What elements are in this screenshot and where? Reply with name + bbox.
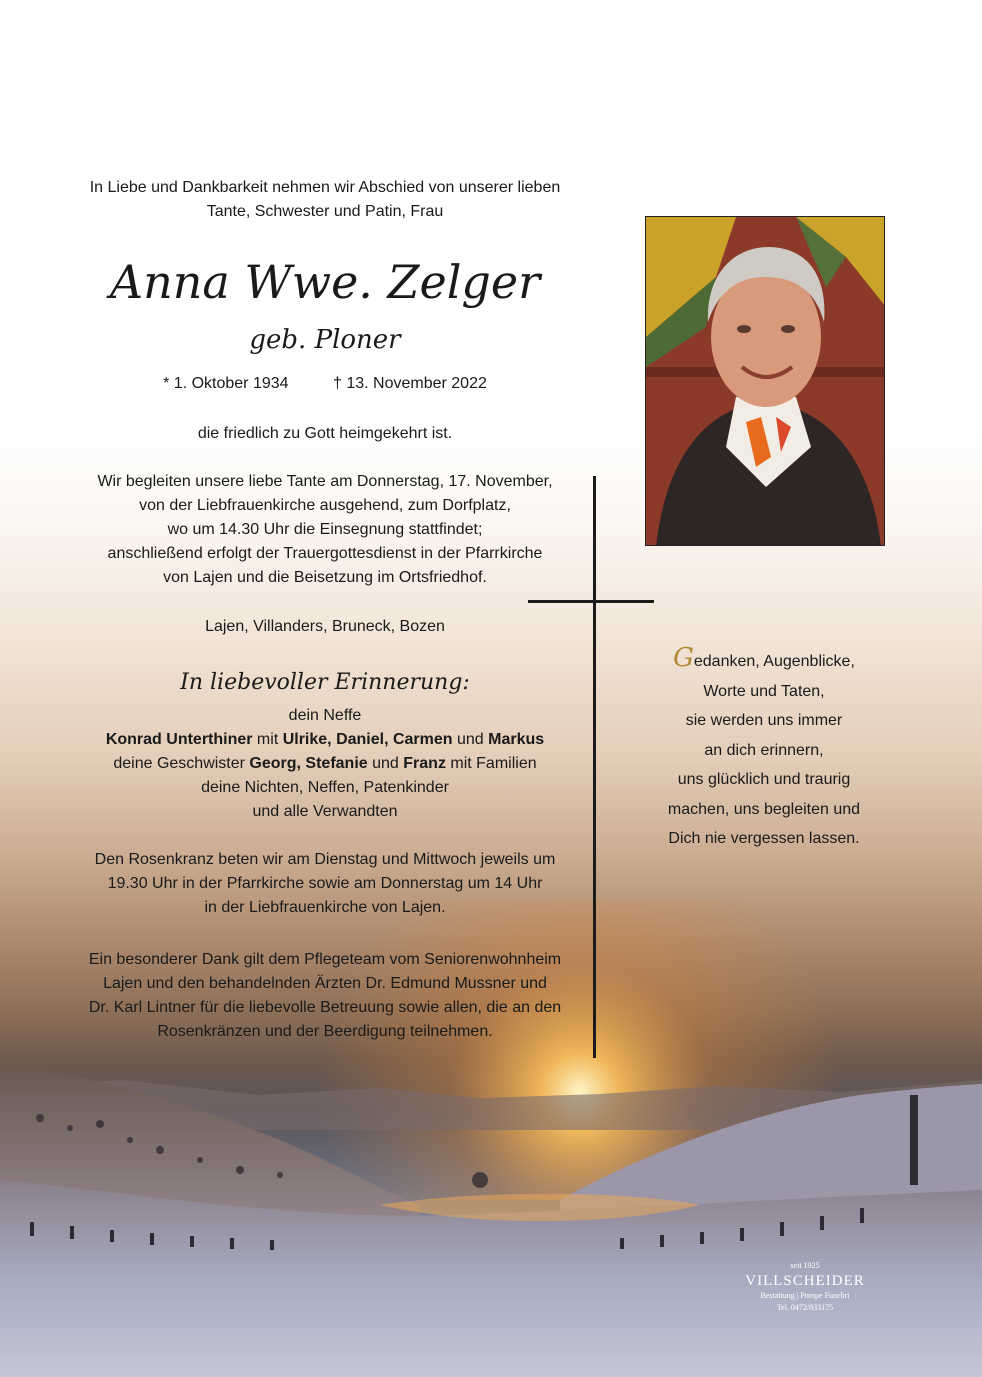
mourner-line: dein Neffe bbox=[288, 707, 362, 724]
life-dates bbox=[60, 372, 590, 396]
mourner-name: Franz bbox=[403, 755, 446, 772]
rosary-info bbox=[60, 848, 590, 920]
places bbox=[60, 615, 590, 639]
logo-since: seit 1925 bbox=[790, 1261, 820, 1270]
mourner-name: Georg, Stefanie bbox=[249, 755, 368, 772]
funeral-line: von der Liebfrauenkirche ausgehend, zum Dorfplatz, bbox=[139, 497, 511, 514]
funeral-line: Wir begleiten unsere liebe Tante am Donnerstag, 17. November, bbox=[97, 473, 553, 490]
poem-line: an dich erinnern, bbox=[704, 741, 824, 759]
mourner-name: Ulrike, Daniel, Carmen bbox=[282, 731, 453, 748]
memory-title: In liebevoller Erinnerung: bbox=[180, 670, 470, 695]
peaceful-text bbox=[60, 422, 590, 446]
rosary-line: 19.30 Uhr in der Pfarrkirche sowie am Donnerstag um 14 Uhr bbox=[107, 875, 543, 892]
thanks-line: Lajen und den behandelnden Ärzten Dr. Edmund Mussner und bbox=[103, 975, 547, 992]
funeral-line: anschließend erfolgt der Trauergottesdienst in der Pfarrkirche bbox=[107, 545, 543, 562]
poem-line: Dich nie vergessen lassen. bbox=[668, 830, 860, 847]
thanks-line: Ein besonderer Dank gilt dem Pflegeteam vom Seniorenwohnheim bbox=[88, 951, 562, 968]
mourner-name: Konrad Unterthiner bbox=[105, 731, 253, 748]
mourner-connector: mit bbox=[252, 731, 283, 748]
poem-dropcap: G bbox=[673, 643, 694, 673]
poem-line: uns glücklich und traurig bbox=[677, 771, 851, 788]
thanks-line: Dr. Karl Lintner für die liebevolle Betreuung sowie allen, die an den bbox=[88, 999, 562, 1016]
poem-first-rest: edanken, Augenblicke, bbox=[693, 653, 855, 670]
rosary-line: in der Liebfrauenkirche von Lajen. bbox=[204, 899, 446, 916]
portrait-photo bbox=[645, 216, 885, 546]
funeral-details bbox=[60, 470, 590, 590]
funeral-line: wo um 14.30 Uhr die Einsegnung stattfindet; bbox=[167, 521, 483, 538]
peaceful-line: die friedlich zu Gott heimgekehrt ist. bbox=[197, 425, 453, 442]
mourner-connector: und bbox=[367, 755, 404, 772]
mourner-name: Markus bbox=[488, 731, 545, 748]
poem-line: Worte und Taten, bbox=[703, 682, 825, 700]
intro-line: In Liebe und Dankbarkeit nehmen wir Abschied von unserer lieben bbox=[89, 179, 561, 196]
birth-date: * 1. Oktober 1934 bbox=[163, 375, 289, 392]
thanks-line: Rosenkränzen und der Beerdigung teilnehmen. bbox=[157, 1023, 493, 1040]
mourner-connector: deine Geschwister bbox=[113, 755, 250, 772]
logo-subtitle: Bestattung | Pompe Funebri bbox=[760, 1291, 850, 1300]
mourner-connector: und bbox=[452, 731, 489, 748]
poem-line bbox=[648, 644, 880, 677]
funeral-line: von Lajen und die Beisetzung im Ortsfriedhof. bbox=[163, 569, 487, 586]
mourners-list bbox=[60, 704, 590, 824]
funeral-home-logo bbox=[720, 1260, 890, 1314]
mourner-connector: mit Familien bbox=[445, 755, 537, 772]
mourner-line bbox=[60, 728, 590, 752]
cross-vertical bbox=[593, 476, 596, 1058]
maiden-name: geb. Ploner bbox=[249, 325, 401, 355]
mourner-line: deine Nichten, Neffen, Patenkinder bbox=[201, 779, 449, 796]
intro-text bbox=[60, 176, 590, 224]
poem bbox=[648, 644, 880, 854]
poem-line: sie werden uns immer bbox=[685, 712, 843, 729]
logo-phone: Tel. 0472/833175 bbox=[776, 1303, 834, 1312]
deceased-name: Anna Wwe. Zelger bbox=[109, 255, 541, 309]
death-date: † 13. November 2022 bbox=[333, 375, 487, 392]
mourner-line bbox=[60, 752, 590, 776]
poem-line: machen, uns begleiten und bbox=[667, 800, 861, 818]
mourner-line: und alle Verwandten bbox=[252, 803, 398, 820]
portrait-image bbox=[646, 217, 885, 546]
logo-name: VILLSCHEIDER bbox=[745, 1273, 865, 1289]
places-line: Lajen, Villanders, Bruneck, Bozen bbox=[205, 618, 445, 635]
intro-line: Tante, Schwester und Patin, Frau bbox=[206, 203, 444, 220]
rosary-line: Den Rosenkranz beten wir am Dienstag und Mittwoch jeweils um bbox=[94, 851, 556, 868]
thanks-text bbox=[60, 948, 590, 1044]
cross-horizontal bbox=[528, 600, 654, 603]
